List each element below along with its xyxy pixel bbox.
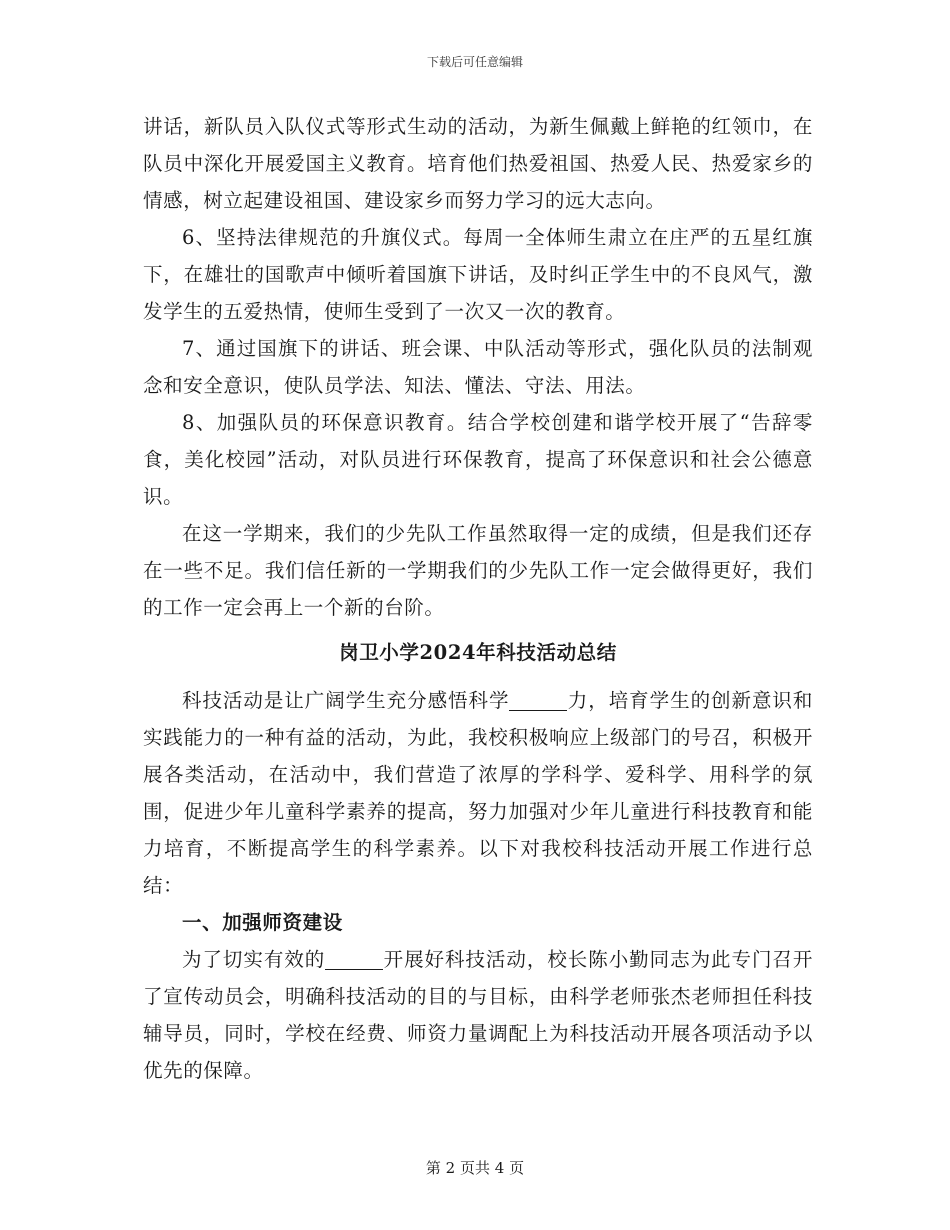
section-text-after-blank: 开展好科技活动，校长陈小勤同志为此专门召开了宣传动员会，明确科技活动的目的与目标，由科学老师张杰老师担任科技辅导员，同时，学校在经费、师资力量调配上为科技活动开展各项活动予以优先的保障。 xyxy=(143,948,813,1082)
intro-text-after-blank: 力，培育学生的创新意识和实践能力的一种有益的活动，为此，我校积极响应上级部门的号召，积极开展各类活动，在活动中，我们营造了浓厚的学科学、爱科学、用科学的氛围，促进少年儿童科学素养的提高，努力加强对少年儿童进行科技教育和能力培育，不断提高学生的科学素养。以下对我校科技活动开展工作进行总结： xyxy=(143,689,813,897)
section-heading: 一、加强师资建设 xyxy=(182,911,343,934)
paragraph-item-7: 7、通过国旗下的讲话、班会课、中队活动等形式，强化队员的法制观念和安全意识，使队员学法、知法、懂法、守法、用法。 xyxy=(143,337,813,397)
document-title: 岗卫小学2024年科技活动总结 xyxy=(339,641,617,664)
fill-blank xyxy=(509,690,567,711)
paragraph-item-6: 6、坚持法律规范的升旗仪式。每周一全体师生肃立在庄严的五星红旗下，在雄壮的国歌声中倾听着国旗下讲话，及时纠正学生中的不良风气，激发学生的五爱热情，使师生受到了一次又一次的教育。 xyxy=(143,226,813,323)
page-number: 第 2 页共 4 页 xyxy=(425,1159,525,1177)
header-note: 下载后可任意编辑 xyxy=(426,55,523,69)
intro-text-before-blank: 科技活动是让广阔学生充分感悟科学 xyxy=(182,689,510,712)
paragraph-summary: 在这一学期来，我们的少先队工作虽然取得一定的成绩，但是我们还存在一些不足。我们信任新的一学期我们的少先队工作一定会做得更好，我们的工作一定会再上一个新的台阶。 xyxy=(143,522,813,619)
fill-blank xyxy=(325,949,383,970)
section-text-before-blank: 为了切实有效的 xyxy=(182,948,326,971)
paragraph-continued: 讲话，新队员入队仪式等形式生动的活动，为新生佩戴上鲜艳的红领巾，在队员中深化开展爱国主义教育。培育他们热爱祖国、热爱人民、热爱家乡的情感，树立起建设祖国、建设家乡而努力学习的远大志向。 xyxy=(143,115,813,212)
paragraph-intro xyxy=(143,682,813,904)
paragraph-item-8: 8、加强队员的环保意识教育。结合学校创建和谐学校开展了“告辞零食，美化校园”活动，对队员进行环保教育，提高了环保意识和社会公德意识。 xyxy=(143,411,813,508)
document-body xyxy=(143,108,813,1089)
paragraph-section-1 xyxy=(143,941,813,1089)
